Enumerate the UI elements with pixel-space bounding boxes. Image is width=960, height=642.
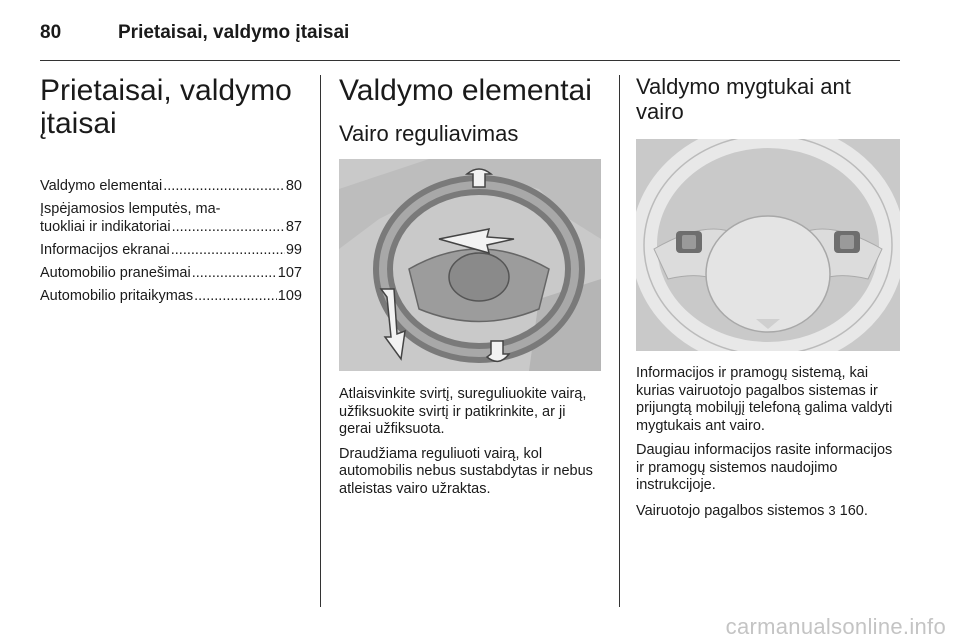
toc-leader-dots xyxy=(163,177,285,195)
toc-leader-dots xyxy=(172,218,285,236)
toc-leader-dots xyxy=(192,264,277,282)
toc-entry[interactable] xyxy=(40,241,302,259)
instruction-paragraph: Atlaisvinkite svirtį, sureguliuokite vairą, užfiksuokite svirtį ir patikrinkite, ar ji gerai užfiksuota. xyxy=(339,386,587,437)
toc-entry-page: 99 xyxy=(285,242,302,258)
chapter-title-line2: įtaisai xyxy=(40,107,117,140)
section-title: Valdymo elementai xyxy=(339,74,592,107)
toc-entry-label: Informacijos ekranai xyxy=(40,242,170,258)
warning-paragraph: Draudžiama reguliuoti vairą, kol automobilis nebus sustabdytas ir nebus atleistas vairo užraktas. xyxy=(339,445,593,497)
toc-leader-dots xyxy=(194,287,277,305)
toc-entry[interactable] xyxy=(40,264,302,282)
toc-entry-label: Automobilio pritaikymas xyxy=(40,288,194,304)
toc-entry[interactable] xyxy=(40,200,302,236)
section-column xyxy=(339,74,601,505)
toc-entry-line2 xyxy=(40,218,302,236)
steering-wheel-drawing xyxy=(636,139,900,351)
toc-entry-page: 109 xyxy=(277,288,302,304)
more-info-paragraph: Daugiau informacijos rasite informacijos ir pramogų sistemos naudojimo instrukcijoje. xyxy=(636,442,893,493)
steering-controls-title-line1: Valdymo mygtukai ant xyxy=(636,74,851,99)
controls-paragraph: Informacijos ir pramogų sistemą, kai kurias vairuotojo pagalbos sistemas ir prijungtą mobilųjį telefoną galima valdyti mygtukais ant vairo. xyxy=(636,365,893,434)
steering-controls-title-line2: vairo xyxy=(636,99,684,124)
steering-wheel-controls-illustration xyxy=(636,139,900,351)
column-divider-1 xyxy=(320,75,321,607)
table-of-contents xyxy=(40,177,302,305)
running-header-title: Prietaisai, valdymo įtaisai xyxy=(118,22,350,43)
toc-entry-label: Automobilio pranešimai xyxy=(40,265,191,281)
toc-leader-dots xyxy=(171,241,285,259)
cross-reference-page: 160. xyxy=(839,502,868,519)
toc-entry-page: 80 xyxy=(285,178,302,194)
subsection-title: Vairo reguliavimas xyxy=(339,121,519,146)
toc-entry-page: 87 xyxy=(285,219,302,235)
chapter-title-line1: Prietaisai, valdymo xyxy=(40,74,292,107)
controls-column xyxy=(636,74,902,527)
toc-entry-label-line1: Įspėjamosios lemputės, ma- xyxy=(40,201,221,217)
toc-entry[interactable] xyxy=(40,177,302,195)
chapter-column xyxy=(40,74,302,310)
cross-reference[interactable] xyxy=(636,502,902,521)
toc-entry-page: 107 xyxy=(277,265,302,281)
steering-adjust-drawing xyxy=(339,159,601,371)
cross-reference-text: Vairuotojo pagalbos sistemos xyxy=(636,502,825,519)
header-rule xyxy=(40,60,900,61)
toc-entry[interactable] xyxy=(40,287,302,305)
chapter-title xyxy=(40,74,302,140)
cross-reference-arrow-icon: 3 xyxy=(828,502,836,518)
watermark: carmanualsonline.info xyxy=(725,614,946,639)
steering-controls-title xyxy=(636,74,902,124)
toc-entry-label: tuokliai ir indikatoriai xyxy=(40,219,171,235)
page-number: 80 xyxy=(40,22,62,43)
column-divider-2 xyxy=(619,75,620,607)
steering-wheel-adjustment-illustration xyxy=(339,159,601,371)
toc-entry-label: Valdymo elementai xyxy=(40,178,163,194)
